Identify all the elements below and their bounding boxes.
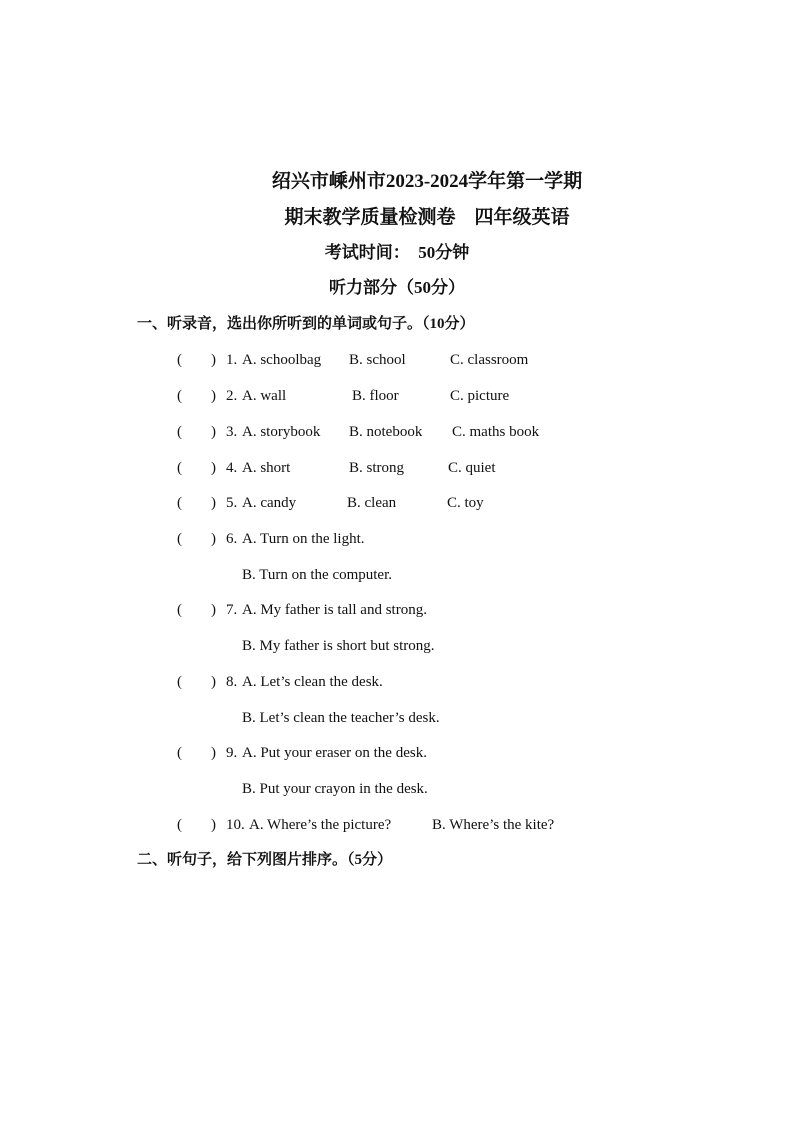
answer-paren-open: (: [177, 424, 182, 440]
section2-heading: 二、听句子，给下列图片排序。（5分）: [137, 852, 393, 868]
option-a: A. candy: [242, 495, 297, 511]
option-b: B. floor: [352, 388, 399, 404]
option-c: C. quiet: [448, 460, 496, 476]
option-a: A. wall: [242, 388, 287, 404]
option-a: A. Turn on the light.: [242, 531, 365, 547]
option-b: B. school: [349, 352, 406, 368]
question-number: 5.: [226, 495, 238, 511]
option-c: C. classroom: [450, 352, 529, 368]
question-number: 2.: [226, 388, 238, 404]
option-c: C. picture: [450, 388, 510, 404]
answer-paren-close: ): [211, 602, 216, 618]
answer-paren-close: ): [211, 424, 216, 440]
answer-paren-close: ): [211, 674, 216, 690]
answer-paren-close: ): [211, 352, 216, 368]
answer-paren-open: (: [177, 388, 182, 404]
answer-paren-open: (: [177, 352, 182, 368]
answer-paren-open: (: [177, 602, 182, 618]
question-number: 7.: [226, 602, 238, 618]
option-a: A. short: [242, 460, 291, 476]
answer-paren-close: ): [211, 531, 216, 547]
question-number: 4.: [226, 460, 238, 476]
answer-paren-open: (: [177, 495, 182, 511]
answer-paren-open: (: [177, 674, 182, 690]
listening-part-title: 听力部分（50分）: [329, 278, 465, 297]
answer-paren-open: (: [177, 531, 182, 547]
question-number: 9.: [226, 745, 238, 761]
answer-paren-close: ): [211, 817, 216, 833]
question-7-option-b: B. My father is short but strong.: [242, 638, 435, 654]
answer-paren-close: ): [211, 745, 216, 761]
option-b: B. Where’s the kite?: [432, 817, 555, 833]
exam-time: 考试时间： 50分钟: [324, 243, 470, 262]
question-number: 6.: [226, 531, 238, 547]
question-number: 8.: [226, 674, 238, 690]
question-8-option-b: B. Let’s clean the teacher’s desk.: [242, 710, 440, 726]
option-c: C. toy: [447, 495, 484, 511]
section1-heading: 一、听录音，选出你所听到的单词或句子。（10分）: [137, 316, 475, 332]
question-6-option-b: B. Turn on the computer.: [242, 567, 393, 583]
answer-paren-open: (: [177, 460, 182, 476]
option-a: A. schoolbag: [242, 352, 322, 368]
option-c: C. maths book: [452, 424, 540, 440]
answer-paren-open: (: [177, 817, 182, 833]
option-b: B. notebook: [349, 424, 423, 440]
exam-title-line2: 期末教学质量检测卷 四年级英语: [284, 207, 570, 228]
question-number: 3.: [226, 424, 238, 440]
option-a: A. My father is tall and strong.: [242, 602, 427, 618]
option-b: B. strong: [349, 460, 405, 476]
answer-paren-close: ): [211, 460, 216, 476]
exam-title-line1: 绍兴市嵊州市2023-2024学年第一学期: [271, 171, 583, 192]
option-a: A. Where’s the picture?: [249, 817, 392, 833]
option-b: B. clean: [347, 495, 397, 511]
question-number: 1.: [226, 352, 238, 368]
answer-paren-open: (: [177, 745, 182, 761]
question-number: 10.: [226, 817, 245, 833]
question-9-option-b: B. Put your crayon in the desk.: [242, 781, 428, 797]
option-a: A. Put your eraser on the desk.: [242, 745, 427, 761]
answer-paren-close: ): [211, 495, 216, 511]
option-a: A. Let’s clean the desk.: [242, 674, 383, 690]
answer-paren-close: ): [211, 388, 216, 404]
option-a: A. storybook: [242, 424, 321, 440]
